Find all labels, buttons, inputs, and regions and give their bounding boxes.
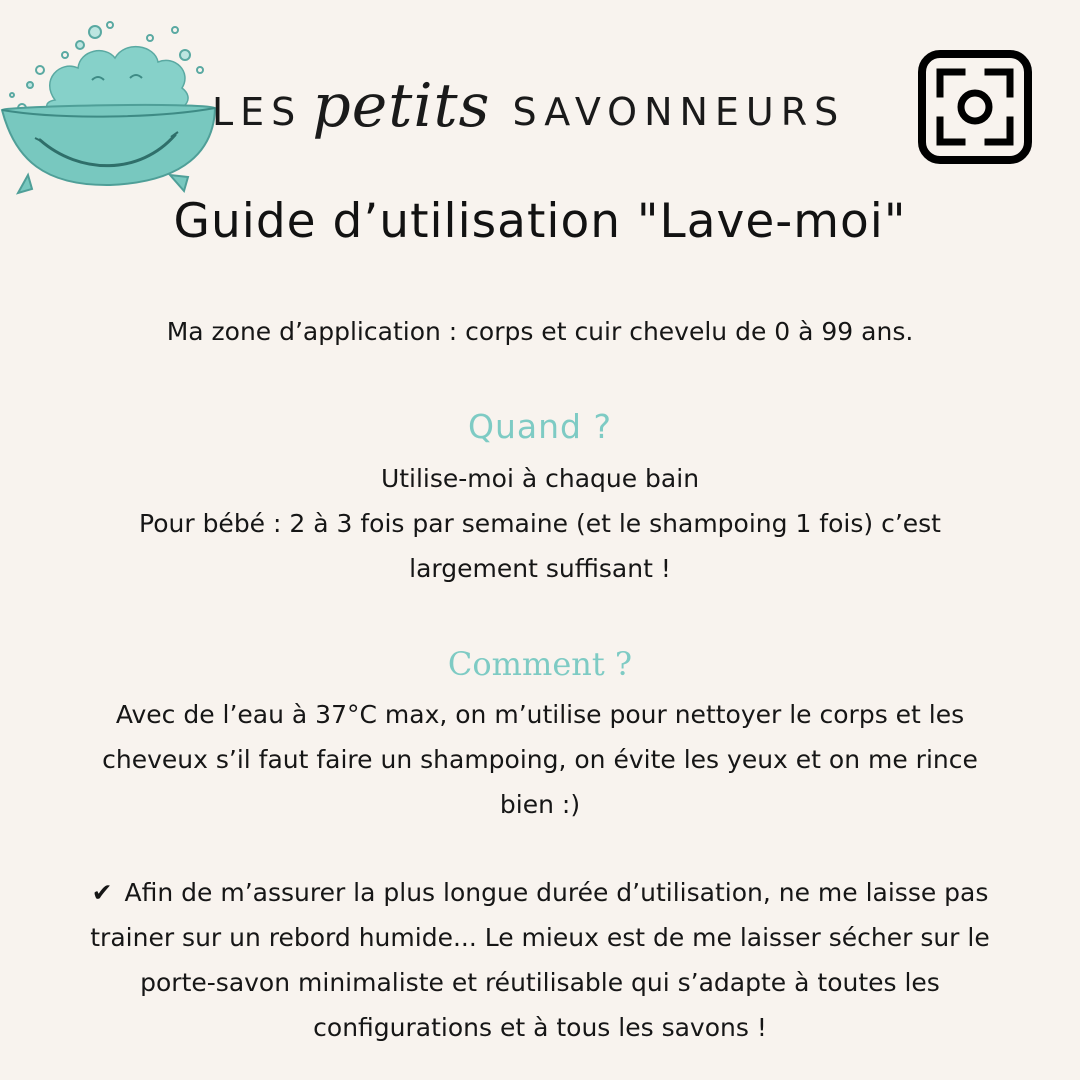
- when-line: largement suffisant !: [409, 554, 671, 583]
- tip-line: porte-savon minimaliste et réutilisable qui s’adapte à toutes les: [140, 968, 940, 997]
- tip-line: [40, 870, 1040, 915]
- when-line: Pour bébé : 2 à 3 fois par semaine (et le shampoing 1 fois) c’est: [139, 509, 941, 538]
- brand-logo: [212, 62, 892, 162]
- section-heading-when: Quand ?: [468, 407, 612, 446]
- page-title: Guide d’utilisation "Lave-moi": [173, 194, 907, 249]
- tip-line-text: Afin de m’assurer la plus longue durée d’utilisation, ne me laisse pas: [124, 878, 989, 907]
- care-tip: [40, 870, 1040, 1050]
- brand-text-petits: petits: [312, 71, 491, 141]
- how-line: Avec de l’eau à 37°C max, on m’utilise pour nettoyer le corps et les: [115, 700, 965, 729]
- how-line: bien :): [499, 790, 581, 819]
- how-line: cheveux s’il faut faire un shampoing, on évite les yeux et on me rince: [102, 745, 978, 774]
- brand-text-les: LES: [212, 90, 303, 134]
- brand-text-savonneurs: SAVONNEURS: [512, 90, 846, 134]
- when-line: Utilise-moi à chaque bain: [380, 464, 700, 493]
- tip-line: configurations et à tous les savons !: [313, 1013, 767, 1042]
- section-body-how: [50, 692, 1030, 827]
- instagram-icon[interactable]: [918, 50, 1032, 164]
- tip-line: trainer sur un rebord humide... Le mieux est de me laisser sécher sur le: [90, 923, 990, 952]
- soap-mascot-illustration: [0, 10, 220, 195]
- section-body-when: [60, 456, 1020, 591]
- checkmark-icon: ✔: [91, 878, 113, 907]
- application-zone-text: Ma zone d’application : corps et cuir chevelu de 0 à 99 ans.: [166, 317, 914, 346]
- section-heading-how: Comment ?: [447, 645, 633, 683]
